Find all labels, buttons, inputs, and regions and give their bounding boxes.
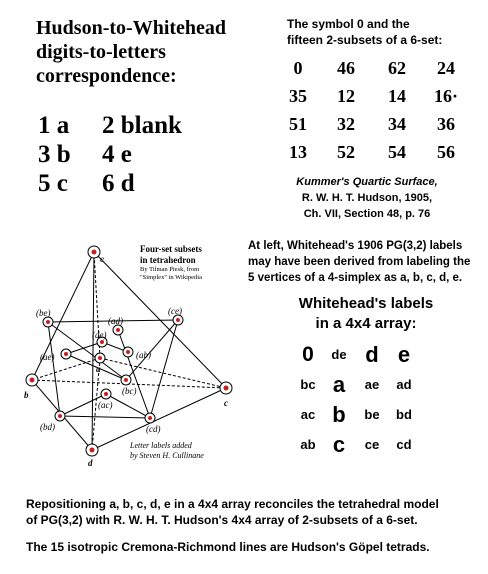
grid-cell: 0 [293, 58, 303, 78]
digit-letter-mapping [36, 112, 246, 199]
node-dot [176, 318, 180, 322]
node-dot [46, 320, 50, 324]
label-cell: bd [396, 407, 412, 422]
symbol-header-line: The symbol 0 and the [287, 17, 410, 31]
grid-cell: 12 [337, 86, 355, 106]
label-cell: 0 [302, 343, 314, 366]
caption-line: in tetrahedron [140, 255, 196, 265]
node-dot [116, 328, 120, 332]
label-cell: e [397, 342, 411, 367]
grid-row [276, 112, 481, 140]
vertex-label-a: a [96, 364, 101, 374]
node-dot [124, 378, 128, 382]
whitehead-note [248, 238, 484, 286]
label-cell: d [365, 342, 379, 367]
figure-credit: "Simplex" in Wikipedia [140, 274, 202, 281]
mapping-row [36, 141, 246, 170]
label-cell: ad [396, 377, 412, 392]
title-line: digits-to-letters [36, 41, 166, 63]
edge-label-ae: (ae) [40, 352, 55, 362]
node-dot [148, 416, 152, 420]
vertex-label-e: e [100, 254, 104, 264]
figure-credit: By Tilman Piesk, from [140, 266, 200, 273]
note-line: may have been derived from labeling the [248, 256, 471, 268]
node-dot [126, 350, 130, 354]
grid-cell: 34 [388, 114, 406, 134]
citation-line: Ch. VII, Section 48, p. 76 [303, 208, 431, 220]
label-row [292, 370, 422, 400]
edge-label-ab: (ab) [136, 350, 151, 360]
title-line: correspondence: [36, 65, 177, 87]
vertex-label-c: c [224, 398, 228, 408]
node-dot [30, 378, 35, 383]
label-cell: ac [300, 407, 316, 422]
label-cell: a [332, 372, 346, 397]
edge-label-bd: (bd) [40, 422, 55, 432]
label-cell: de [331, 347, 347, 362]
node-dot [98, 356, 102, 360]
mapping-entry: 2 blank [102, 112, 182, 139]
bottom-text [26, 496, 484, 566]
vertex-label-b: b [24, 390, 29, 400]
label-cell: be [364, 407, 380, 422]
caption-line: Four-set subsets [140, 244, 202, 254]
edge-label-ad: (ad) [108, 316, 123, 326]
edge-label-be: (be) [36, 308, 51, 318]
grid-cell: 56 [437, 142, 455, 162]
title-line: Hudson-to-Whitehead [36, 17, 227, 39]
edge-line [60, 416, 150, 418]
edge-label-cd: (cd) [146, 424, 161, 434]
mapping-row [36, 170, 246, 199]
edge-line [92, 252, 94, 450]
grid-row [276, 84, 481, 112]
edge-line [48, 322, 60, 416]
citation-book: Kummer's Quartic Surface, [296, 176, 438, 188]
node-dot [100, 340, 104, 344]
bottom-line: of PG(3,2) with R. W. H. T. Hudson's 4x4 array of 2-subsets of a 6-set. [26, 513, 418, 527]
node-dot [92, 250, 97, 255]
grid-row [276, 56, 481, 84]
mapping-entry: 5 c [38, 170, 68, 197]
grid-cell: 46 [337, 58, 355, 78]
grid-cell: 51 [289, 114, 307, 134]
edge-label-ac: (ac) [98, 400, 113, 410]
bottom-paragraph: The 15 isotropic Cremona-Richmond lines are Hudson's Göpel tetrads. [26, 540, 430, 554]
array-title-line: in a 4x4 array: [315, 315, 417, 332]
mapping-entry: 4 e [102, 141, 132, 168]
whitehead-label-array [292, 340, 422, 460]
node-dot [104, 392, 108, 396]
label-cell: ae [364, 377, 380, 392]
vertex-label-d: d [88, 458, 93, 468]
grid-cell: 36 [437, 114, 455, 134]
grid-cell: 32 [337, 114, 355, 134]
note-line: At left, Whitehead's 1906 PG(3,2) labels [248, 240, 463, 252]
label-cell: ce [364, 437, 380, 452]
edge-line [66, 342, 102, 354]
node-dot [90, 448, 95, 453]
label-cell: b [332, 402, 346, 427]
mapping-entry: 3 b [38, 141, 71, 168]
grid-cell: 54 [388, 142, 406, 162]
page-title [36, 16, 256, 88]
citation-line: R. W. H. T. Hudson, 1905, [301, 192, 433, 204]
bottom-line: Repositioning a, b, c, d, e in a 4x4 array reconciles the tetrahedral model [26, 497, 439, 511]
array-title [256, 294, 476, 334]
grid-row [276, 140, 481, 168]
node-dot [64, 352, 68, 356]
mapping-entry: 1 a [38, 112, 70, 139]
array-title-line: Whitehead's labels [298, 295, 434, 312]
letters-note-line: Letter labels added [130, 441, 192, 450]
mapping-entry: 6 d [102, 170, 135, 197]
label-cell: ab [300, 437, 316, 452]
grid-cell: 14 [388, 86, 406, 106]
grid-cell: 24 [437, 58, 455, 78]
grid-cell: 62 [388, 58, 406, 78]
node-dot [224, 386, 229, 391]
figure-caption [140, 244, 245, 282]
letters-note-line: by Steven H. Cullinane [130, 451, 204, 460]
symbol-header [287, 16, 482, 48]
edge-line [118, 330, 150, 418]
bottom-paragraph [26, 496, 484, 528]
grid-cell: 52 [337, 142, 355, 162]
label-cell: bc [300, 377, 316, 392]
note-line: 5 vertices of a 4-simplex as a, b, c, d, e. [248, 272, 463, 284]
node-dot [58, 414, 62, 418]
label-cell: cd [396, 437, 412, 452]
citation [262, 174, 472, 222]
edge-label-ce: (ce) [168, 306, 182, 316]
label-row [292, 340, 422, 370]
mapping-row [36, 112, 246, 141]
letters-note [130, 441, 250, 461]
label-row [292, 430, 422, 460]
label-cell: c [332, 432, 346, 457]
edge-label-bc: (bc) [122, 386, 137, 396]
edge-line [126, 320, 178, 380]
grid-cell: 13 [289, 142, 307, 162]
label-row [292, 400, 422, 430]
grid-cell: 16· [433, 86, 458, 106]
symbol-header-line: fifteen 2-subsets of a 6-set: [287, 33, 443, 47]
edge-line [106, 394, 150, 418]
grid-cell: 35 [289, 86, 307, 106]
edge-line [150, 320, 178, 418]
edge-label-de: (de) [92, 330, 107, 340]
hudson-symbol-grid [276, 56, 481, 168]
